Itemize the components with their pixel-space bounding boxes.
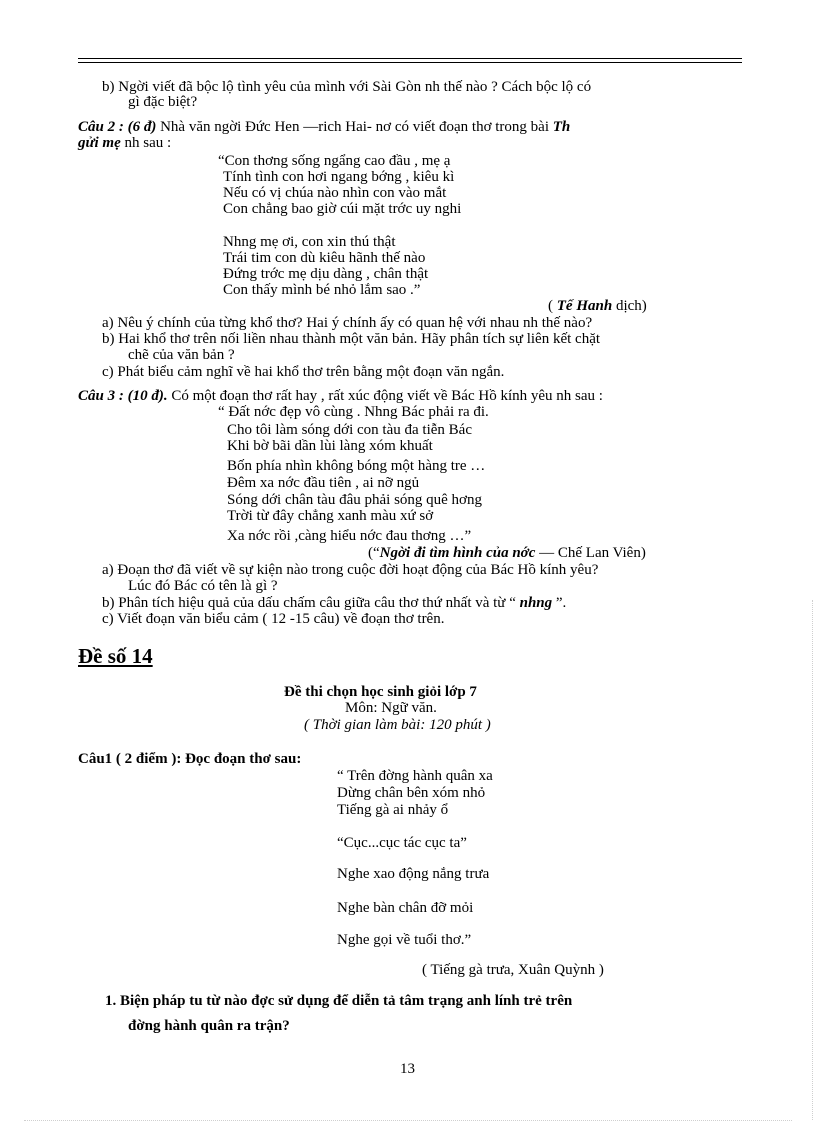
- poem2-credit-title: Ngời đi tìm hình của nớc: [379, 545, 536, 561]
- bottom-dotted-rule: [24, 1120, 792, 1121]
- poem1-credit-rest: dịch): [612, 298, 647, 314]
- poem3-line: “ Trên đờng hành quân xa: [337, 768, 493, 784]
- poem1-line: Tính tình con hơi ngang bớng , kiêu kì: [223, 169, 455, 185]
- exam-subject: Môn: Ngữ văn.: [345, 700, 437, 716]
- top-rule-1: [78, 58, 742, 59]
- poem2-line: Cho tôi làm sóng dới con tàu đa tiễn Bác: [227, 422, 472, 438]
- q2-label: Câu 2 : (6 đ): [78, 119, 157, 135]
- q2-item-c: c) Phát biểu cảm nghĩ về hai khổ thơ trên bằng một đoạn văn ngắn.: [102, 364, 505, 380]
- q3-item-b: [102, 595, 566, 611]
- exam-time: ( Thời gian làm bài: 120 phút ): [304, 717, 491, 733]
- poem2-line: Sóng dới chân tàu đâu phải sóng quê hơng: [227, 492, 482, 508]
- poem1-credit: [548, 298, 647, 314]
- poem1-line: “Con thơng sống ngẩng cao đầu , mẹ ạ: [218, 153, 451, 169]
- poem3-credit: ( Tiếng gà trưa, Xuân Quỳnh ): [422, 962, 604, 978]
- right-dotted-rule: [812, 600, 813, 1120]
- q1-item-line1: 1. Biện pháp tu từ nào đợc sử dụng để diễn tả tâm trạng anh lính trẻ trên: [105, 993, 573, 1009]
- top-rule-2: [78, 62, 742, 63]
- q3-item-c: c) Viết đoạn văn biểu cảm ( 12 -15 câu) về đoạn thơ trên.: [102, 611, 445, 627]
- poem2-line: “ Đất nớc đẹp vô cùng . Nhng Bác phải ra đi.: [218, 404, 489, 420]
- q3-text: Có một đoạn thơ rất hay , rất xúc động viết về Bác Hồ kính yêu nh sau :: [167, 388, 603, 404]
- poem2-line: Đêm xa nớc đầu tiên , ai nỡ ngủ: [227, 475, 420, 491]
- q2-text2: nh sau :: [120, 135, 172, 151]
- poem1-line: Nhng mẹ ơi, con xin thú thật: [223, 234, 396, 250]
- q2-title-a: Th: [552, 119, 571, 135]
- poem1-line: Con thấy mình bé nhỏ lắm sao .”: [223, 282, 421, 298]
- q2-line2: [78, 135, 171, 151]
- poem1-line: Trái tim con dù kiêu hãnh thế nào: [223, 250, 426, 266]
- q3-label: Câu 3 : (10 đ).: [78, 388, 168, 404]
- poem1-credit-open: (: [548, 298, 557, 314]
- q2-text1: Nhà văn ngời Đức Hen —rich Hai- nơ có viết đoạn thơ trong bài: [156, 119, 553, 135]
- poem2-line: Trời từ đây chẳng xanh màu xứ sở: [227, 508, 434, 524]
- q3-item-b-word: nhng: [519, 595, 553, 611]
- q1-label: Câu1 ( 2 điểm ): Đọc đoạn thơ sau:: [78, 751, 302, 767]
- q3-item-a: a) Đoạn thơ đã viết về sự kiện nào trong cuộc đời hoạt động của Bác Hồ kính yêu?: [102, 562, 599, 578]
- poem3-line: Nghe bàn chân đỡ mỏi: [337, 900, 474, 916]
- poem1-credit-name: Tế Hanh: [556, 298, 613, 314]
- poem3-line: Nghe xao động nắng trưa: [337, 866, 490, 882]
- poem3-line: Tiếng gà ai nhảy ổ: [337, 802, 449, 818]
- q2-item-b: b) Hai khổ thơ trên nối liền nhau thành một văn bản. Hãy phân tích sự liên kết chặt: [102, 331, 601, 347]
- poem3-line: Dừng chân bên xóm nhỏ: [337, 785, 486, 801]
- q1b-line2: gì đặc biệt?: [128, 94, 198, 110]
- q3-item-b-text: b) Phân tích hiệu quả của dấu chấm câu giữa câu thơ thứ nhất và từ “: [102, 595, 520, 611]
- poem2-line: Khi bờ bãi dần lùi làng xóm khuất: [227, 438, 433, 454]
- page-number: 13: [400, 1061, 415, 1077]
- poem3-line: Nghe gọi về tuổi thơ.”: [337, 932, 472, 948]
- exam-heading: Đề số 14: [78, 644, 153, 668]
- poem2-line: Xa nớc rồi ,càng hiểu nớc đau thơng …”: [227, 528, 472, 544]
- poem2-credit-rest: — Chế Lan Viên): [535, 545, 646, 561]
- poem1-line: Con chẳng bao giờ cúi mặt trớc uy nghi: [223, 201, 462, 217]
- q1b-line1: b) Ngời viết đã bộc lộ tình yêu của mình với Sài Gòn nh thế nào ? Cách bộc lộ có: [102, 79, 592, 95]
- q2-line1: [78, 119, 570, 135]
- q2-item-b-cont: chẽ của văn bản ?: [128, 347, 235, 363]
- q3-line: [78, 388, 603, 404]
- exam-title: Đề thi chọn học sinh giỏi lớp 7: [284, 684, 477, 700]
- poem1-line: Đứng trớc mẹ dịu dàng , chân thật: [223, 266, 429, 282]
- poem1-line: Nếu có vị chúa nào nhìn con vào mắt: [223, 185, 447, 201]
- poem3-line: “Cục...cục tác cục ta”: [337, 835, 467, 851]
- q2-item-a: a) Nêu ý chính của từng khổ thơ? Hai ý chính ấy có quan hệ với nhau nh thế nào?: [102, 315, 593, 331]
- poem2-line: Bốn phía nhìn không bóng một hàng tre …: [227, 458, 486, 474]
- q1-item-line2: đờng hành quân ra trận?: [128, 1018, 290, 1034]
- q3-item-b-close: ”.: [552, 595, 567, 611]
- poem2-credit-open: (“: [368, 545, 380, 561]
- q2-title-b: gửi mẹ: [78, 135, 121, 151]
- q3-item-a-cont: Lúc đó Bác có tên là gì ?: [128, 578, 278, 594]
- poem2-credit: [368, 545, 646, 561]
